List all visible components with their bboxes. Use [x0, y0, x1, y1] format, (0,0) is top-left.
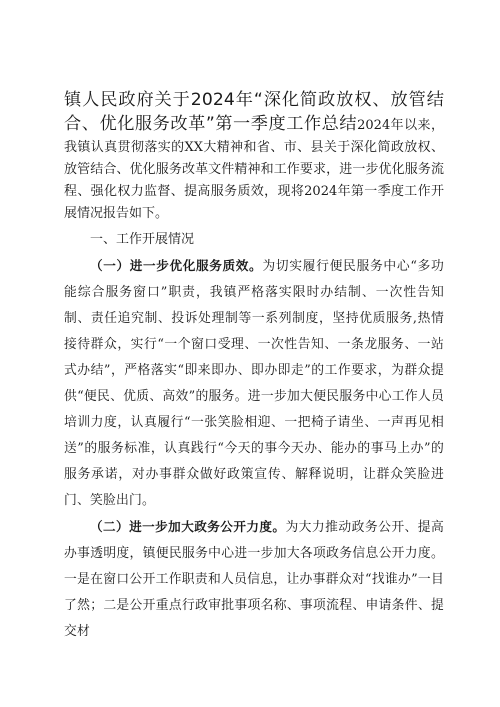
document-body	[64, 89, 444, 645]
title-paragraph	[64, 89, 444, 225]
intro-text: 2024年以来，我镇认真贯彻落实的XX大精神和省、市、县关于深化简政放权、放管结合、优化服务改革文件精神和工作要求，进一步优化服务流程、强化权力监督、提高服务质效，现将2024年第一季度工作开展情况报告如下。	[64, 118, 444, 221]
section-heading: 一、工作开展情况	[90, 232, 195, 247]
document-title: 镇人民政府关于2024年“深化简政放权、放管结合、优化服务改革”第一季度工作总结	[64, 90, 444, 134]
subsection-1-body: 为切实履行便民服务中心“多功能综合服务窗口”职责，我镇严格落实限时办结制、一次性告知制、责任追究制、投诉处理制等一系列制度，坚持优质服务,热情接待群众，实行“一个窗口受理、一次性告知、一条龙服务、一站式办结”，严格落实“即来即办、即办即走”的工作要求，为群众提供“便民、优质、高效”的服务。进一步加大便民服务中心工作人员培训力度，认真履行“一张笑脸相迎、一把椅子请坐、一声再见相送”的服务标准，认真践行“今天的事今天办、能办的事马上办”的服务承诺，对办事群众做好政策宣传、解释说明，让群众笑脸进门、笑脸出门。	[64, 259, 444, 508]
subsection-2-paragraph	[64, 514, 444, 645]
subsection-2-heading: （二）进一步加大政务公开力度。	[90, 519, 286, 534]
subsection-2-body: 为大力推动政务公开、提高办事透明度，镇便民服务中心进一步加大各项政务信息公开力度。一是在窗口公开工作职责和人员信息，让办事群众对“找谁办”一目了然；二是公开重点行政审批事项名称、事项流程、申请条件、提交材	[64, 520, 445, 639]
subsection-1-heading: （一）进一步优化服务质效。	[90, 258, 263, 273]
subsection-1-paragraph	[64, 253, 444, 514]
